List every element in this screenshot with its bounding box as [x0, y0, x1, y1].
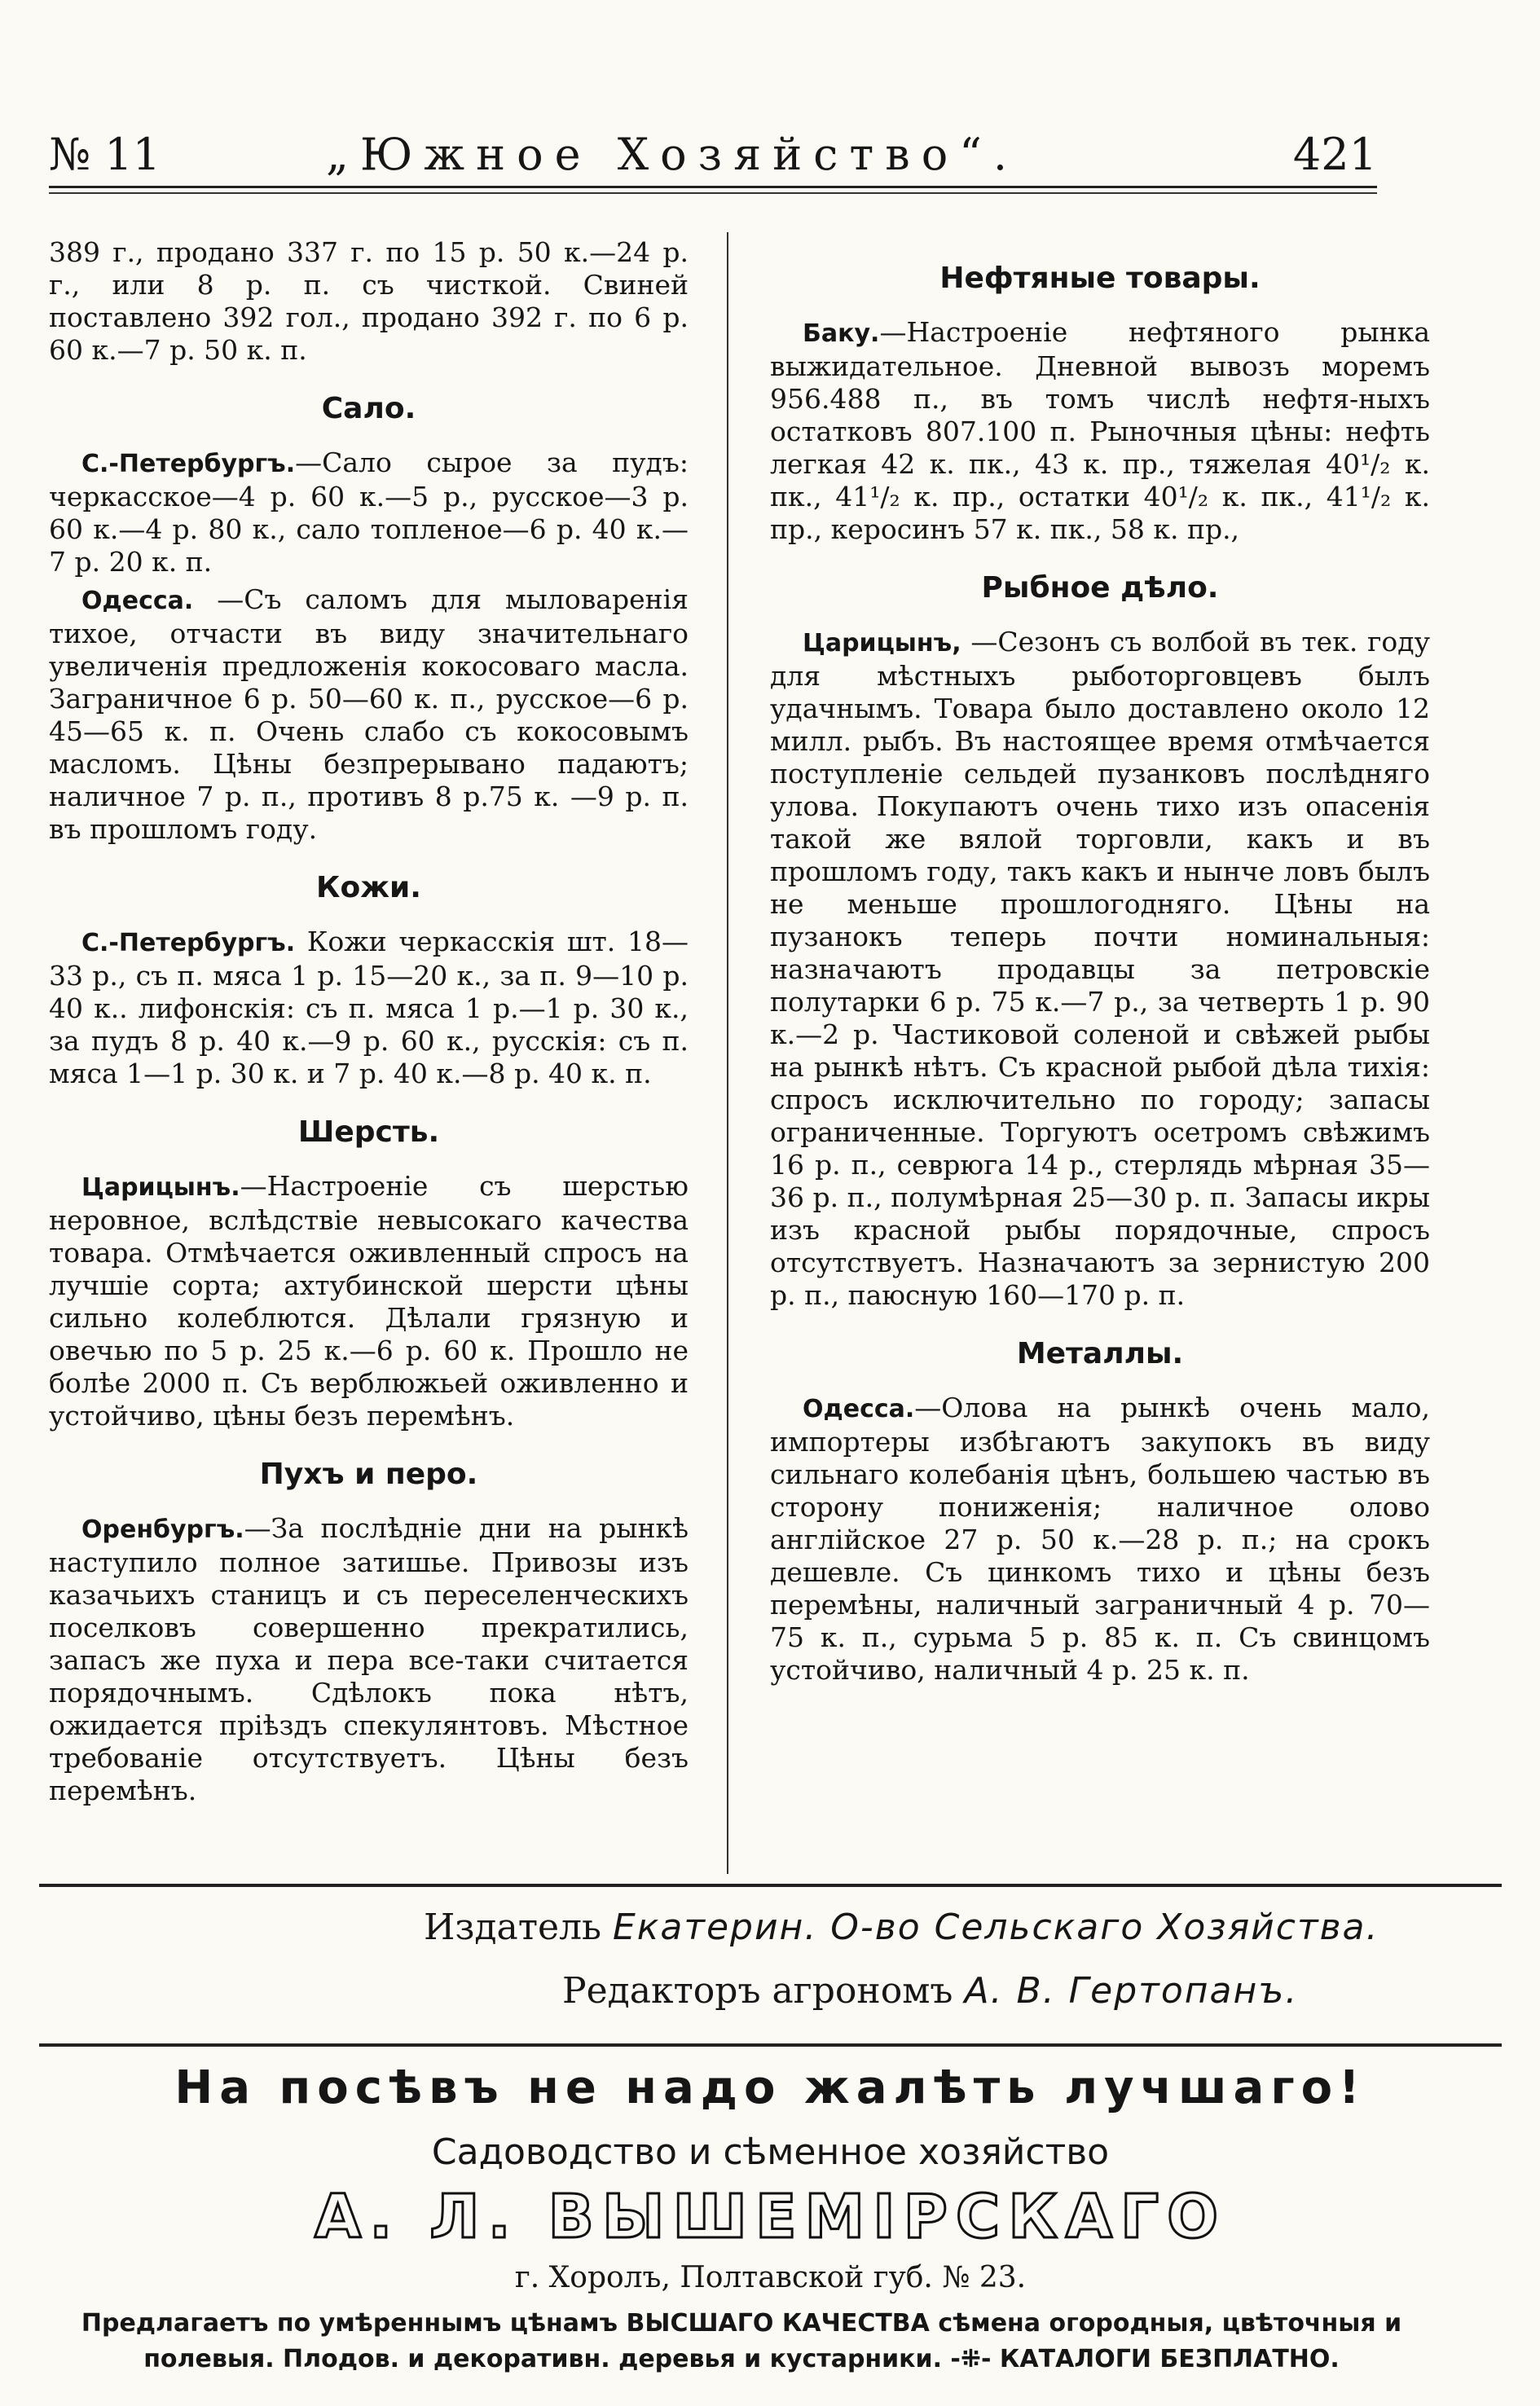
report-text: —Олова на рынкѣ очень мало, импортеры избѣгаютъ закупокъ въ виду сильнаго колебанія цѣнъ, большею частью въ сторону пониженія; наличное олово англійское 27 р. 50 к.—28 р. п.; на срокъ дешевле. Съ цинкомъ тихо и цѣны безъ перемѣны, наличный заграничный 4 р. 70—75 к. п., сурьма 5 р. 85 к. п. Съ свинцомъ устойчиво, наличный 4 р. 25 к. п.	[770, 1392, 1430, 1686]
report-text: —Сало сырое за пудъ: черкасское—4 р. 60 к.—5 р., русское—3 р. 60 к.—4 р. 80 к., сало топленое—6 р. 40 к.—7 р. 20 к. п.	[49, 446, 689, 578]
section-heading-neft: Нефтяные товары.	[939, 262, 1261, 295]
editor-line	[562, 1970, 1298, 2012]
advert-headline: На посѣвъ не надо жалѣть лучшаго!	[174, 2061, 1366, 2114]
advert-subtitle: Садоводство и сѣменное хозяйство	[431, 2131, 1110, 2173]
column-divider	[727, 232, 728, 1874]
place-name: Царицынъ.	[81, 1173, 240, 1202]
salo-paragraph-1	[49, 446, 689, 578]
advert-offer-line-1: Предлагаетъ по умѣреннымъ цѣнамъ ВЫСШАГО КАЧЕСТВА сѣмена огородныя, цвѣточныя и	[81, 2309, 1402, 2338]
advert-offer-line-2: полевыя. Плодов. и декоративн. деревья и кустарники. -⁜- КАТАЛОГИ БЕЗПЛАТНО.	[143, 2345, 1340, 2373]
place-name: Одесса.	[81, 587, 194, 615]
report-text: —Настроеніе нефтяного рынка выжидательное. Дневной вывозъ моремъ 956.488 п., въ томъ числѣ нефтя-ныхъ остатковъ 807.100 п. Рыночныя цѣны: нефть легкая 42 к. пк., 43 к. пр., тяжелая 40¹/₂ к. пк., 41¹/₂ к. пр., остатки 40¹/₂ к. пк., 41¹/₂ к. пр., керосинъ 57 к. пк., 58 к. пр.,	[770, 316, 1430, 545]
publisher-label: Издатель	[424, 1907, 601, 1948]
header-rule	[49, 186, 1377, 188]
advert-address: г. Хоролъ, Полтавской губ. № 23.	[514, 2261, 1027, 2294]
journal-title: „Южное Хозяйство“.	[326, 129, 1019, 180]
place-name: С.-Петербургъ.	[81, 450, 296, 478]
place-name: Царицынъ,	[803, 629, 961, 658]
advert-firm-name: А. Л. ВЫШЕМІРСКАГО	[314, 2182, 1227, 2252]
place-name: С.-Петербургъ.	[81, 929, 296, 957]
metally-paragraph-1	[770, 1392, 1430, 1687]
report-text: Кожи черкасскія шт. 18—33 р., съ п. мяса 1 р. 15—20 к., за п. 9—10 р. 40 к.. лифонскія: съ п. мяса 1 р.—1 р. 30 к., за пудъ 8 р. 40 к.—9 р. 60 к., русскія: съ п. мяса 1—1 р. 30 к. и 7 р. 40 к.—8 р. 40 к. п.	[49, 926, 689, 1089]
publisher-name: Екатерин. О-во Сельскаго Хозяйства.	[612, 1907, 1379, 1948]
header-rule-thin	[49, 192, 1377, 194]
section-heading-kozhi: Кожи.	[316, 871, 421, 904]
report-text: —За послѣдніе дни на рынкѣ наступило полное затишье. Привозы изъ казачьихъ станицъ и съ переселенческихъ поселковъ совершенно прекратились, запасъ же пуха и пера все-таки считается порядочнымъ. Сдѣлокъ пока нѣтъ, ожидается пріѣздъ спекулянтовъ. Мѣстное требованіе отсутствуетъ. Цѣны безъ перемѣнъ.	[49, 1512, 689, 1806]
report-text: —Сезонъ съ волбой въ тек. году для мѣстныхъ рыботорговцевъ былъ удачнымъ. Товара было доставлено около 12 милл. рыбъ. Въ настоящее время отмѣчается поступленіе сельдей пузанковъ послѣдняго улова. Покупаютъ очень тихо изъ опасенія такой же вялой торговли, какъ и въ прошломъ году, такъ какъ и нынче ловъ былъ не меньше прошлогодняго. Цѣны на пузанокъ теперь почти номинальныя: назначаютъ продавцы за петровскіе полутарки 6 р. 75 к.—7 р., за четверть 1 р. 90 к.—2 р. Частиковой соленой и свѣжей рыбы на рынкѣ нѣтъ. Съ красной рыбой дѣла тихія: спросъ исключительно по городу; запасы ограниченные. Торгуютъ осетромъ свѣжимъ 16 р. п., севрюга 14 р., стерлядь мѣрная 35—36 р. п., полумѣрная 25—30 р. п. Запасы икры изъ красной рыбы порядочные, спросъ отсутствуетъ. Назначаютъ за зернистую 200 р. п., паюсную 160—170 р. п.	[770, 626, 1430, 1311]
advert-offer	[24, 2306, 1459, 2377]
issue-number: № 11	[49, 129, 161, 180]
page-number: 421	[1292, 129, 1377, 180]
report-text: —Настроеніе съ шерстью неровное, вслѣдствіе невысокаго качества товара. Отмѣчается оживленный спросъ на лучшіе сорта; ахтубинской шерсти цѣны сильно колеблются. Дѣлали грязную и овечью по 5 р. 25 к.—6 р. 60 к. Прошло не болѣе 2000 п. Съ верблюжьей оживленно и устойчиво, цѣны безъ перемѣнъ.	[49, 1170, 689, 1432]
report-text: —Съ саломъ для мыловаренія тихое, отчасти въ виду значительнаго увеличенія предложенія кокосоваго масла. Заграничное 6 р. 50—60 к. п., русское—6 р. 45—65 к. п. Очень слабо съ кокосовымъ масломъ. Цѣны безпрерывано падаютъ; наличное 7 р. п., противъ 8 р.75 к. —9 р. п. въ прошломъ году.	[49, 583, 689, 845]
section-heading-salo: Сало.	[321, 392, 416, 425]
section-heading-pukh: Пухъ и перо.	[259, 1458, 478, 1491]
section-heading-ryba: Рыбное дѣло.	[981, 571, 1219, 605]
imprint-rule-top	[39, 1884, 1502, 1887]
neft-paragraph-1	[770, 316, 1430, 546]
editor-name: А. В. Гертопанъ.	[964, 1970, 1299, 2012]
right-column	[770, 236, 1430, 1691]
editor-label: Редакторъ агрономъ	[562, 1970, 953, 2012]
publisher-line	[424, 1907, 1379, 1948]
sherst-paragraph-1	[49, 1170, 689, 1432]
place-name: Баку.	[803, 319, 880, 348]
section-heading-sherst: Шерсть.	[297, 1115, 440, 1149]
pukh-paragraph-1	[49, 1512, 689, 1807]
salo-paragraph-2	[49, 583, 689, 846]
kozhi-paragraph-1	[49, 926, 689, 1090]
continued-paragraph: 389 г., продано 337 г. по 15 р. 50 к.—24 р. г., или 8 р. п. съ чисткой. Свиней поставлено 392 гол., продано 392 г. по 6 р. 60 к.—7 р. 50 к. п.	[49, 236, 689, 366]
ryba-paragraph-1	[770, 626, 1430, 1312]
running-header	[49, 122, 1377, 187]
place-name: Одесса.	[803, 1395, 915, 1423]
imprint-rule-bottom	[39, 2043, 1502, 2047]
place-name: Оренбургъ.	[81, 1515, 244, 1544]
section-heading-metally: Металлы.	[1016, 1337, 1184, 1370]
left-column	[49, 236, 689, 1812]
